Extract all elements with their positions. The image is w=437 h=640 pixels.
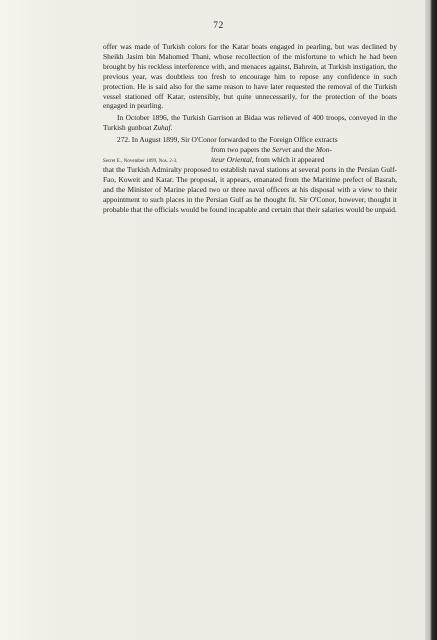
line-2-text: from two papers the	[211, 145, 273, 155]
paragraph-272-line-3	[211, 155, 397, 165]
newspaper-servet: Servet	[272, 145, 291, 155]
vessel-name: Zuhaf	[153, 123, 171, 133]
newspaper-moniteur-part1: Mon-	[315, 145, 332, 155]
newspaper-moniteur-part2: iteur Oriental	[211, 154, 252, 164]
paragraph-bidaa-end: .	[170, 123, 173, 133]
paragraph-katar-pearling: offer was made of Turkish colors for the Katar boats engaged in pearling, but was declined by Sheikh Jasim bin Mahomed Thani, whose recollection of the misfortune to which he had been brought by his reckless interference with, and menaces against, Bahrein, at Turkish instigation, the previous year, was doubtless too fresh to encourage him to repose any confidence in such protection. He is said also for the same reason to have later requested the removal of the Turkish vessel stationed off Katar, ostensibly, but quite unnecessarily, for the protection of the boats engaged in pearling.	[103, 42, 397, 111]
body-text	[103, 42, 397, 215]
page-number: 72	[213, 21, 224, 31]
book-edge-shadow	[425, 0, 437, 640]
paragraph-272-continued	[211, 145, 397, 165]
line-2-connector: and the	[290, 145, 316, 155]
margin-reference-note: Secret E., November 1899, Nos. 2-3.	[103, 159, 178, 165]
paragraph-bidaa-garrison	[103, 113, 397, 133]
paragraph-bidaa-text: In October 1896, the Turkish Garrison at Bidaa was relieved of 400 troops, conveyed in the Turkish gunboat	[103, 113, 397, 133]
paragraph-272-heading-line: 272. In August 1899, Sir O'Conor forwarded to the Foreign Office extracts	[117, 135, 338, 145]
sidenote-row	[103, 145, 397, 165]
line-3-text: , from which it appeared	[251, 154, 325, 164]
paragraph-272-body: that the Turkish Admiralty proposed to establish naval stations at several ports in the Persian Gulf-Fao, Koweit and Katar. The proposal, it appears, emanated from the Maritime prefect of Basrah, and the Minister of Marine placed two or three naval officers at his disposal with a view to their appointment to such places in the Persian Gulf as he thought fit. Sir O'Conor, however, thought it probable that the officials would be found incapable and certain that their salaries would be unpaid.	[103, 165, 397, 214]
paragraph-272-line-2	[211, 145, 397, 155]
